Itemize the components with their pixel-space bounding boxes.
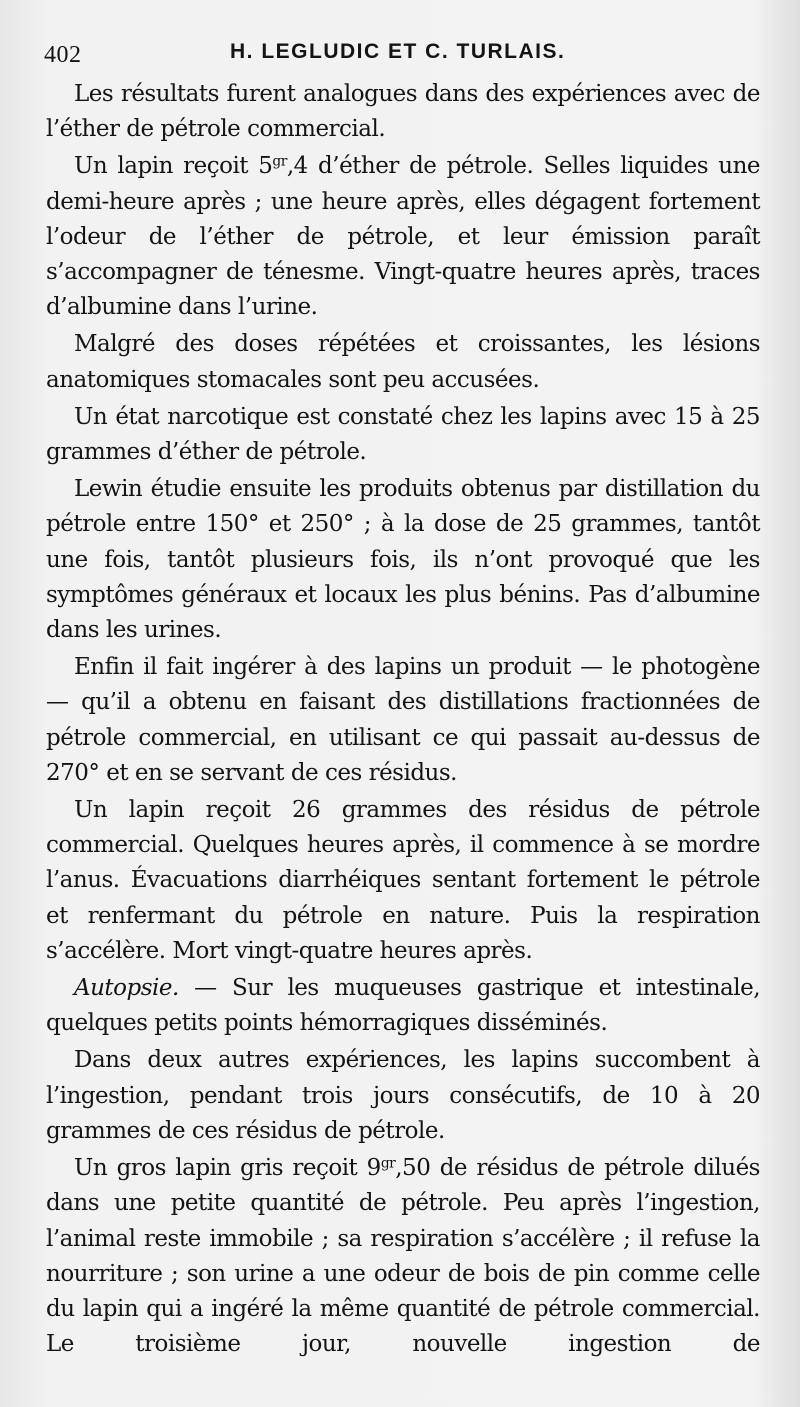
body-text — [46, 77, 760, 1364]
paragraph-8: Autopsie. — Sur les muqueuses gastrique et intestinale, quelques petits points hémorragiques disséminés. — [46, 975, 760, 1037]
paragraph-2: Un lapin reçoit $5^{gr},4$ d’éther de pétrole. Selles liquides une demi-heure après ; une heure après, elles dégagent fortement l’odeur de l’éther de pétrole, et leur émission paraît s’accompagner de ténesme. Vingt-quatre heures après, traces d’albumine dans l’urine. — [46, 153, 760, 321]
header-title: H. LEGLUDIC ET C. TURLAIS. — [230, 40, 566, 63]
paragraph-10: Un gros lapin gris reçoit $9^{gr},50$ de résidus de pétrole dilués dans une petite quantité de pétrole. Peu après l’ingestion, l’animal reste immobile ; sa respiration s’accélère ; il refuse la nourriture ; son urine a une odeur de bois de pin comme celle du lapin qui a ingéré la même quantité de pétrole commercial. Le troisième jour, nouvelle ingestion de — [46, 1155, 760, 1358]
page-number: 402 — [44, 42, 82, 68]
paragraph-9: Dans deux autres expériences, les lapins succombent à l’ingestion, pendant trois jours consécutifs, de 10 à 20 grammes de ces résidus de pétrole. — [46, 1047, 760, 1144]
paragraph-3: Malgré des doses répétées et croissantes, les lésions anatomiques stomacales sont peu accusées. — [46, 331, 760, 393]
paragraph-6: Enfin il fait ingérer à des lapins un produit — le photogène — qu’il a obtenu en faisant des distillations fractionnées de pétrole commercial, en utilisant ce qui passait au-dessus de 270° et en se servant de ces résidus. — [46, 654, 760, 786]
paragraph-5: Lewin étudie ensuite les produits obtenus par distillation du pétrole entre 150° et 250° ; à la dose de 25 grammes, tantôt une fois, tantôt plusieurs fois, ils n’ont provoqué que les symptômes généraux et locaux les plus bénins. Pas d’albumine dans les urines. — [46, 476, 760, 644]
paragraph-7: Un lapin reçoit 26 grammes des résidus de pétrole commercial. Quelques heures après, il commence à se mordre l’anus. Évacuations diarrhéiques sentant fortement le pétrole et renfermant du pétrole en nature. Puis la respiration s’accélère. Mort vingt-quatre heures après. — [46, 797, 760, 964]
paragraph-4: Un état narcotique est constaté chez les lapins avec 15 à 25 grammes d’éther de pétrole. — [46, 403, 760, 466]
running-header — [44, 28, 764, 68]
paragraph-1: Les résultats furent analogues dans des expériences avec de l’éther de pétrole commercial. — [46, 81, 760, 143]
autopsie-label: Autopsie. — [74, 975, 179, 1002]
